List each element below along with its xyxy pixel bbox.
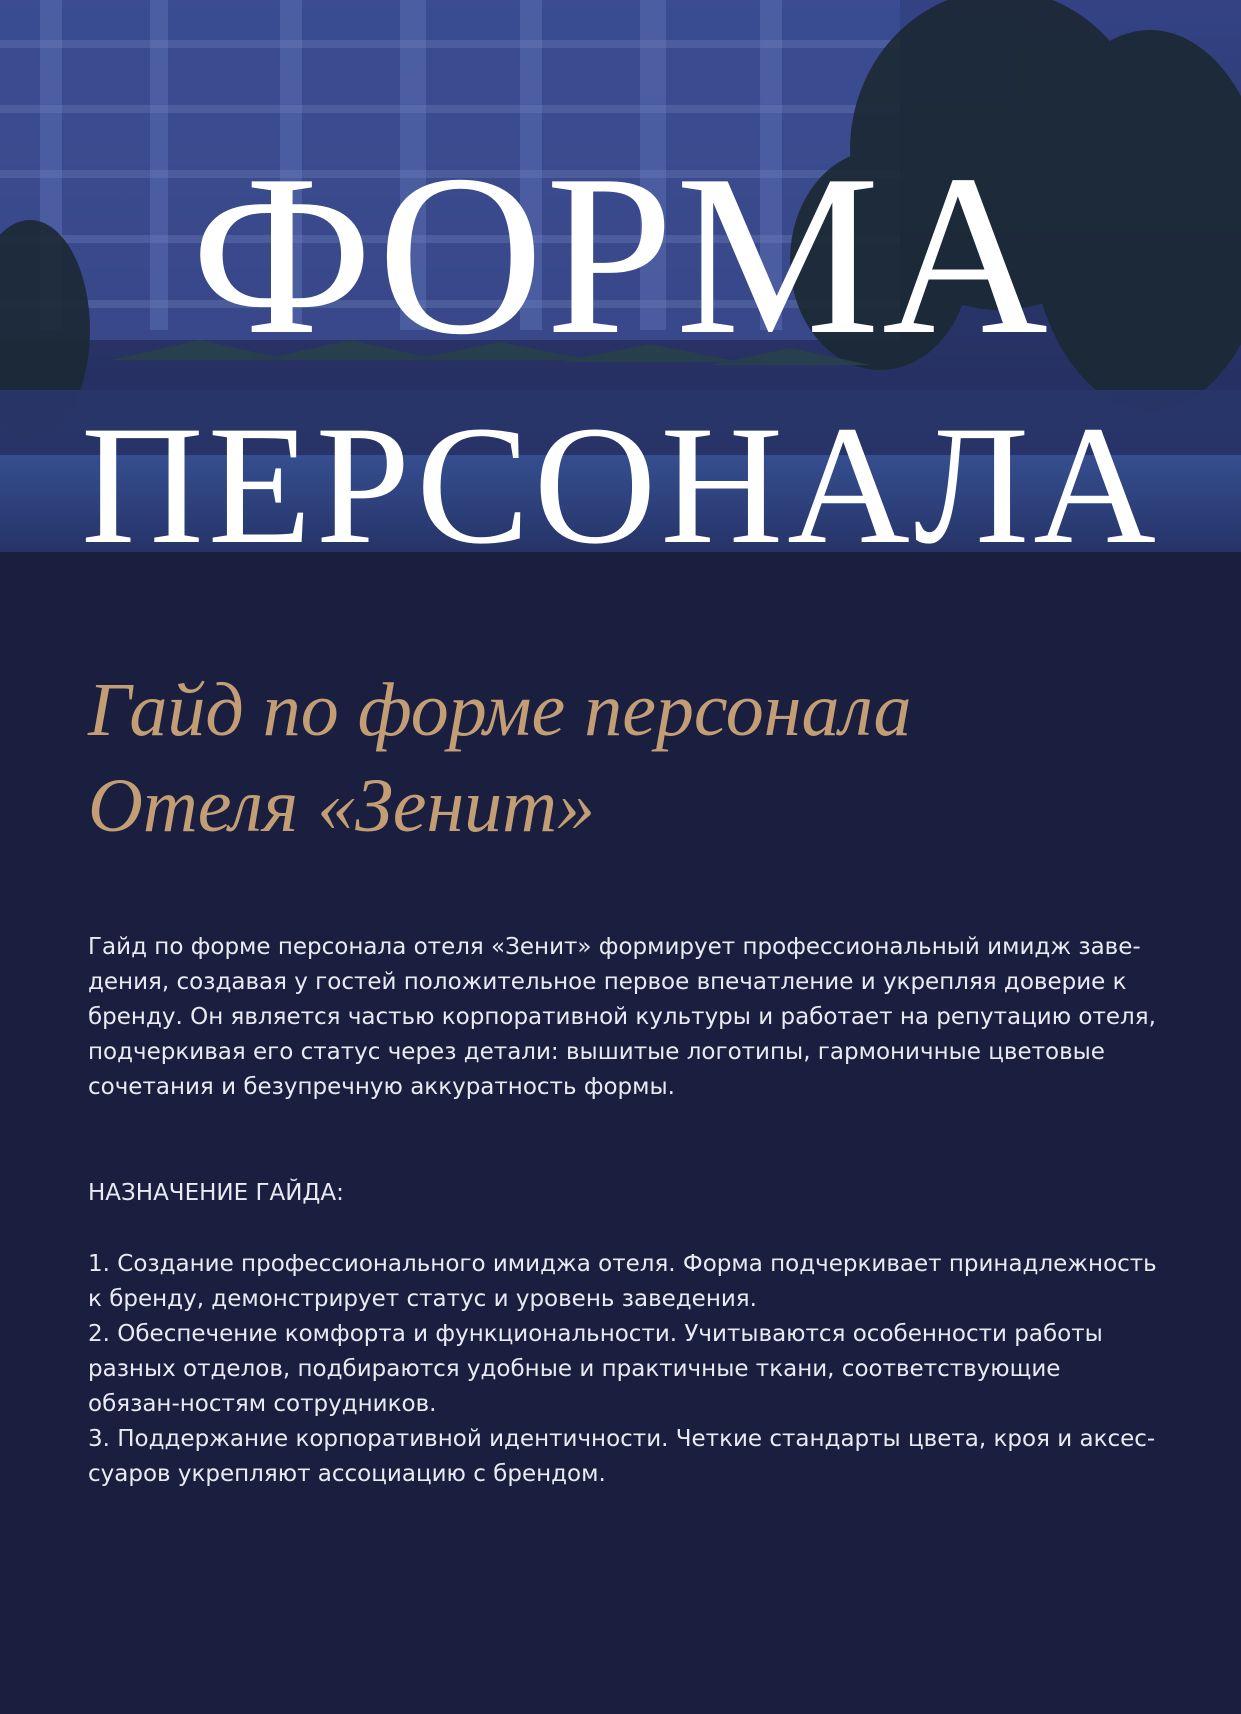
subtitle-line1: Гайд по форме персонала: [88, 668, 912, 752]
purpose-list: [88, 1247, 1158, 1492]
subtitle-line2: Отеля «Зенит»: [88, 764, 596, 848]
intro-paragraph: Гайд по форме персонала отеля «Зенит» формирует профессиональный имидж заве-дения, создавая у гостей положительное первое впечатление и укрепляя доверие к бренду. Он является частью корпоративной культуры и работает на репутацию отеля, подчеркивая его статус через детали: вышитые логотипы, гармоничные цветовые сочетания и безупречную аккуратность формы.: [88, 934, 1156, 1100]
guide-subtitle: [88, 662, 1168, 854]
hero-title-line1: ФОРМА: [190, 127, 1051, 382]
hero-banner: [0, 0, 1241, 552]
hero-title-line2: ПЕРСОНАЛА: [81, 391, 1160, 552]
purpose-item: 1. Создание профессионального имиджа отеля. Форма подчеркивает принадлежность к бренду, демонстрирует статус и уровень заведения.: [88, 1251, 1157, 1312]
purpose-heading: НАЗНАЧЕНИЕ ГАЙДА:: [88, 1180, 344, 1206]
purpose-item: 2. Обеспечение комфорта и функциональности. Учитываются особенности работы разных отделов, подбираются удобные и практичные ткани, соответствующие обязан-ностям сотрудников.: [88, 1321, 1103, 1417]
purpose-item: 3. Поддержание корпоративной идентичности. Четкие стандарты цвета, кроя и аксес-суаров укрепляют ассоциацию с брендом.: [88, 1426, 1156, 1487]
